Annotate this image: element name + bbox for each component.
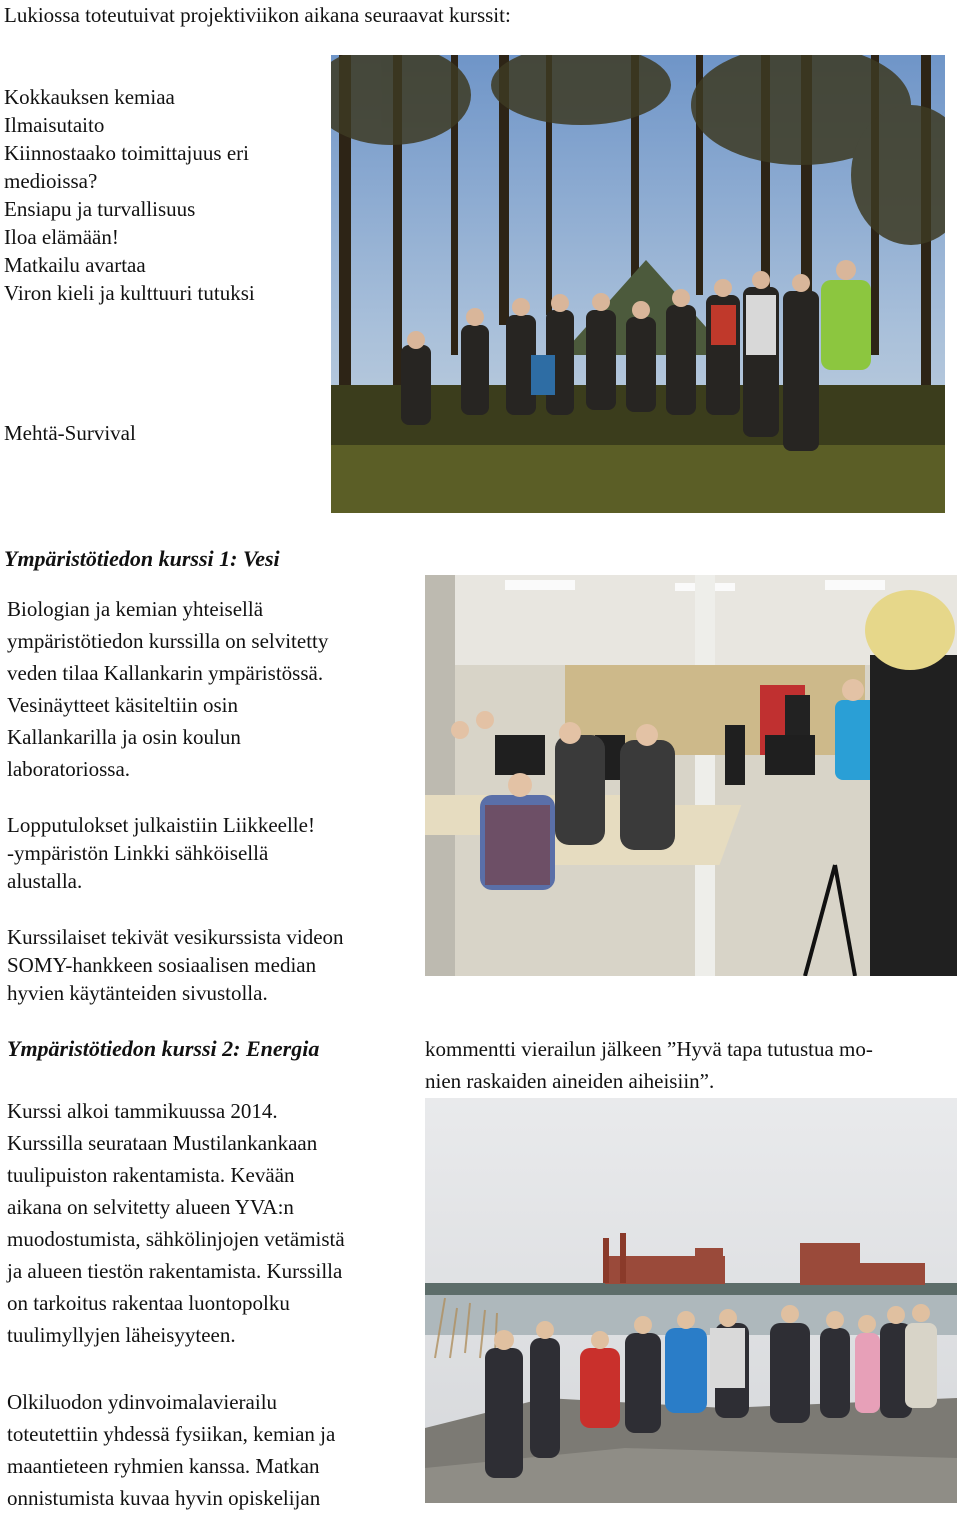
course-item: Kokkauksen kemiaa [4, 85, 175, 109]
course-item: Ilmaisutaito [4, 113, 105, 137]
text-line: Lopputulokset julkaistiin Liikkeelle! [7, 813, 315, 837]
text-line: -ympäristön Linkki sähköisellä [7, 841, 269, 865]
text-line: Kurssilla seurataan Mustilankankaan [7, 1131, 318, 1155]
course-item: Kiinnostaako toimittajuus eri [4, 141, 249, 165]
course-item: Ensiapu ja turvallisuus [4, 197, 196, 221]
course-item: Matkailu avartaa [4, 253, 146, 277]
text-line: Kallankarilla ja osin koulun [7, 725, 241, 749]
course-item: Viron kieli ja kulttuuri tutuksi [4, 281, 255, 305]
survival-label: Mehtä-Survival [4, 421, 136, 445]
water-course-heading: Ympäristötiedon kurssi 1: Vesi [4, 546, 280, 571]
text-line: hyvien käytänteiden sivustolla. [7, 981, 268, 1005]
text-line: kommentti vierailun jälkeen ”Hyvä tapa tutustua mo- [425, 1037, 873, 1061]
text-line: tuulimyllyjen läheisyyteen. [7, 1323, 236, 1347]
course-item: Iloa elämään! [4, 225, 119, 249]
course-item: medioissa? [4, 169, 98, 193]
text-line: ympäristötiedon kurssilla on selvitetty [7, 629, 329, 653]
text-line: Biologian ja kemian yhteisellä [7, 597, 264, 621]
text-line: SOMY-hankkeen sosiaalisen median [7, 953, 317, 977]
text-line: Kurssilaiset tekivät vesikurssista videon [7, 925, 344, 949]
text-line: maantieteen ryhmien kanssa. Matkan [7, 1454, 320, 1478]
text-line: ja alueen tiestön rakentamista. Kurssilla [7, 1259, 343, 1283]
text-line: laboratoriossa. [7, 757, 131, 781]
classroom-photo [425, 575, 957, 976]
text-line: toteutettiin yhdessä fysiikan, kemian ja [7, 1422, 336, 1446]
energy-course-heading: Ympäristötiedon kurssi 2: Energia [7, 1036, 320, 1061]
text-line: Olkiluodon ydinvoimalavierailu [7, 1390, 278, 1414]
text-line: nien raskaiden aineiden aiheisiin”. [425, 1069, 715, 1093]
power-plant-group-photo [425, 1098, 957, 1503]
text-line: alustalla. [7, 869, 83, 893]
text-line: Kurssi alkoi tammikuussa 2014. [7, 1099, 278, 1123]
text-line: aikana on selvitetty alueen YVA:n [7, 1195, 294, 1219]
text-line: Vesinäytteet käsiteltiin osin [7, 693, 238, 717]
text-line: onnistumista kuvaa hyvin opiskelijan [7, 1486, 321, 1510]
text-line: on tarkoitus rakentaa luontopolku [7, 1291, 290, 1315]
text-line: tuulipuiston rakentamista. Kevään [7, 1163, 295, 1187]
text-line: muodostumista, sähkölinjojen vetämistä [7, 1227, 345, 1251]
intro-text: Lukiossa toteutuivat projektiviikon aikana seuraavat kurssit: [4, 3, 511, 27]
text-line: veden tilaa Kallankarin ympäristössä. [7, 661, 324, 685]
forest-group-photo [331, 55, 945, 513]
